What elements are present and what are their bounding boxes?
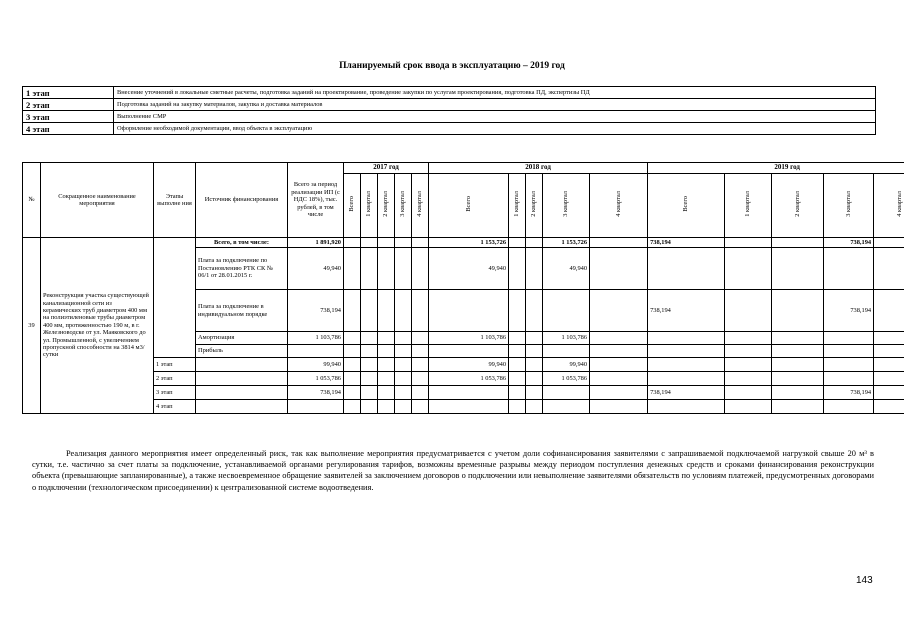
table-row <box>23 358 904 372</box>
value-cell <box>412 248 429 290</box>
value-cell <box>412 358 429 372</box>
value-cell <box>344 248 361 290</box>
stage-row <box>23 99 876 111</box>
subheader-label: Всего <box>348 196 356 213</box>
stage-description: Выполнение СМР <box>114 111 876 123</box>
stage-label: 1 этап <box>23 87 114 99</box>
financing-table <box>22 162 904 414</box>
value-cell: 738,194 <box>288 290 344 332</box>
value-cell <box>824 358 874 372</box>
value-cell <box>590 248 648 290</box>
value-cell <box>361 238 378 248</box>
value-cell <box>361 332 378 345</box>
value-cell <box>772 248 824 290</box>
value-cell <box>361 386 378 400</box>
value-cell <box>772 345 824 358</box>
value-cell <box>412 372 429 386</box>
value-cell <box>824 332 874 345</box>
value-cell <box>395 400 412 414</box>
stage-label: 3 этап <box>23 111 114 123</box>
subheader-label: 2 квартал <box>382 191 390 218</box>
subheader-cell <box>509 174 526 238</box>
value-cell <box>395 332 412 345</box>
stage-label: 1 этап <box>154 358 196 372</box>
value-cell: 738,194 <box>288 386 344 400</box>
value-cell <box>543 345 590 358</box>
subheader-label: 2 квартал <box>530 191 538 218</box>
value-cell <box>395 248 412 290</box>
value-cell <box>874 400 904 414</box>
col-stages: Этапы выполне ния <box>154 163 196 238</box>
col-source: Источник финансирования <box>196 163 288 238</box>
value-cell <box>412 332 429 345</box>
value-cell <box>543 290 590 332</box>
value-cell <box>361 400 378 414</box>
value-cell <box>824 248 874 290</box>
value-cell <box>874 372 904 386</box>
stage-cell <box>154 238 196 358</box>
value-cell <box>429 386 509 400</box>
value-cell <box>874 248 904 290</box>
subheader-cell <box>412 174 429 238</box>
value-cell: 1 103,786 <box>288 332 344 345</box>
value-cell <box>526 400 543 414</box>
stage-label: 4 этап <box>23 123 114 135</box>
value-cell <box>772 238 824 248</box>
value-cell <box>874 290 904 332</box>
value-cell <box>874 345 904 358</box>
subheader-label: 4 квартал <box>416 191 424 218</box>
value-cell <box>509 248 526 290</box>
value-cell: 99,940 <box>429 358 509 372</box>
value-cell: 738,194 <box>824 290 874 332</box>
subheader-cell <box>429 174 509 238</box>
value-cell <box>526 238 543 248</box>
source-label: Прибыль <box>196 345 288 358</box>
value-cell <box>344 290 361 332</box>
value-cell <box>526 358 543 372</box>
table-row <box>23 238 904 248</box>
value-cell <box>509 400 526 414</box>
table-row <box>23 372 904 386</box>
value-cell <box>772 290 824 332</box>
value-cell <box>429 290 509 332</box>
value-cell <box>361 290 378 332</box>
source-label <box>196 358 288 372</box>
value-cell <box>288 400 344 414</box>
value-cell <box>725 290 772 332</box>
value-cell <box>648 400 725 414</box>
value-cell <box>772 332 824 345</box>
value-cell <box>509 358 526 372</box>
subheader-label: Всего <box>682 196 690 213</box>
value-cell <box>874 332 904 345</box>
stage-row <box>23 87 876 99</box>
value-cell <box>590 358 648 372</box>
value-cell <box>874 386 904 400</box>
value-cell <box>725 358 772 372</box>
value-cell <box>526 345 543 358</box>
value-cell <box>648 345 725 358</box>
value-cell <box>429 345 509 358</box>
value-cell <box>874 238 904 248</box>
stage-row <box>23 111 876 123</box>
value-cell <box>378 345 395 358</box>
value-cell <box>378 238 395 248</box>
value-cell <box>509 386 526 400</box>
value-cell <box>824 345 874 358</box>
value-cell: 49,940 <box>288 248 344 290</box>
value-cell <box>543 400 590 414</box>
subheader-cell <box>725 174 772 238</box>
subheader-cell <box>395 174 412 238</box>
table-row <box>23 386 904 400</box>
value-cell <box>361 248 378 290</box>
table-row <box>23 400 904 414</box>
stages-table <box>22 86 876 135</box>
value-cell: 738,194 <box>648 290 725 332</box>
subheader-cell <box>648 174 725 238</box>
value-cell <box>378 400 395 414</box>
subheader-cell <box>526 174 543 238</box>
value-cell <box>378 372 395 386</box>
value-cell: 738,194 <box>648 238 725 248</box>
value-cell <box>590 345 648 358</box>
value-cell <box>344 400 361 414</box>
value-cell <box>395 290 412 332</box>
value-cell <box>874 358 904 372</box>
source-label <box>196 400 288 414</box>
source-label: Плата за подключение в индивидуальном порядке <box>196 290 288 332</box>
source-label: Плата за подключение по Постановлению РТК СК № 06/1 от 28.01.2015 г. <box>196 248 288 290</box>
stage-row <box>23 123 876 135</box>
value-cell <box>526 248 543 290</box>
value-cell <box>509 290 526 332</box>
value-cell: 1 053,786 <box>288 372 344 386</box>
subheader-label: 2 квартал <box>793 191 801 218</box>
value-cell <box>526 372 543 386</box>
value-cell <box>590 290 648 332</box>
value-cell <box>429 400 509 414</box>
value-cell <box>772 386 824 400</box>
value-cell <box>648 248 725 290</box>
value-cell <box>395 386 412 400</box>
value-cell <box>344 358 361 372</box>
subheader-label: Всего <box>464 196 472 213</box>
value-cell <box>344 372 361 386</box>
value-cell <box>361 358 378 372</box>
year-2018: 2018 год <box>429 163 648 174</box>
project-name: Реконструкция участка существующей канализационной сети из керамических труб диаметром 400 мм на полиэтиленовые трубы диаметром 400 мм, протяженностью 190 м, в г. Железноводске от ул. Маяковского до ул. Промышленной, с увеличением пропускной способности на 3814 м3/сутки <box>41 238 154 414</box>
row-number: 39 <box>23 238 41 414</box>
value-cell <box>344 345 361 358</box>
subheader-cell <box>543 174 590 238</box>
subheader-label: 4 квартал <box>896 191 904 218</box>
source-label: Амортизация <box>196 332 288 345</box>
stage-label: 2 этап <box>154 372 196 386</box>
subheader-label: 4 квартал <box>614 191 622 218</box>
subheader-label: 3 квартал <box>562 191 570 218</box>
col-name: Сокращенное наименование мероприятия <box>41 163 154 238</box>
value-cell <box>590 372 648 386</box>
value-cell <box>772 372 824 386</box>
value-cell <box>526 332 543 345</box>
value-cell <box>772 400 824 414</box>
subheader-cell <box>824 174 874 238</box>
value-cell <box>344 332 361 345</box>
value-cell: 738,194 <box>824 386 874 400</box>
page-title: Планируемый срок ввода в эксплуатацию – 2019 год <box>339 61 565 71</box>
value-cell: 99,940 <box>543 358 590 372</box>
source-label <box>196 372 288 386</box>
stage-label: 3 этап <box>154 386 196 400</box>
value-cell: 738,194 <box>824 238 874 248</box>
value-cell <box>543 386 590 400</box>
value-cell <box>378 358 395 372</box>
value-cell <box>378 386 395 400</box>
value-cell <box>725 248 772 290</box>
value-cell: 738,194 <box>648 386 725 400</box>
subheader-cell <box>590 174 648 238</box>
subheader-cell <box>378 174 395 238</box>
value-cell: 1 153,726 <box>429 238 509 248</box>
stage-label: 2 этап <box>23 99 114 111</box>
value-cell <box>590 386 648 400</box>
value-cell <box>590 400 648 414</box>
value-cell <box>824 372 874 386</box>
value-cell <box>648 358 725 372</box>
value-cell <box>395 345 412 358</box>
value-cell <box>378 332 395 345</box>
value-cell <box>725 386 772 400</box>
year-2019: 2019 год <box>648 163 904 174</box>
value-cell <box>509 238 526 248</box>
subheader-cell <box>874 174 904 238</box>
subheader-cell <box>361 174 378 238</box>
value-cell: 1 103,786 <box>543 332 590 345</box>
subheader-label: 3 квартал <box>399 191 407 218</box>
value-cell <box>412 238 429 248</box>
value-cell <box>288 345 344 358</box>
value-cell <box>361 372 378 386</box>
source-label <box>196 386 288 400</box>
value-cell <box>526 386 543 400</box>
subheader-label: 1 квартал <box>513 191 521 218</box>
page-number: 143 <box>856 575 873 586</box>
value-cell: 49,940 <box>429 248 509 290</box>
value-cell <box>509 372 526 386</box>
stage-description: Подготовка заданий на закупку материалов, закупка и доставка материалов <box>114 99 876 111</box>
value-cell <box>725 332 772 345</box>
value-cell: 49,940 <box>543 248 590 290</box>
value-cell <box>590 332 648 345</box>
value-cell: 1 053,786 <box>429 372 509 386</box>
value-cell: 1 103,786 <box>429 332 509 345</box>
value-cell: 1 891,920 <box>288 238 344 248</box>
col-total: Всего за период реализации ИП (с НДС 18%), тыс. рублей, в том числе <box>288 163 344 238</box>
value-cell: 1 153,726 <box>543 238 590 248</box>
value-cell <box>648 332 725 345</box>
value-cell <box>412 400 429 414</box>
value-cell <box>344 386 361 400</box>
value-cell <box>412 290 429 332</box>
source-label: Всего, в том числе: <box>196 238 288 248</box>
stage-description: Внесение уточнений в локальные сметные расчеты, подготовка заданий на проектирование, проведение закупки по услугам проектирования, подготовка ПД, экспертизы ПД <box>114 87 876 99</box>
value-cell <box>395 238 412 248</box>
value-cell <box>395 358 412 372</box>
subheader-cell <box>344 174 361 238</box>
risk-paragraph: Реализация данного мероприятия имеет определенный риск, так как выполнение мероприятия предусматривается с учетом доли софинансирования заявителями с запрашиваемой подключаемой нагрузкой свыше 20 м³ в сутки, т.е. частично за счет платы за подключение, устанавливаемой органами регулирования тарифов, возможны временные разрывы между периодом поступления денежных средств и сроками финансирования реконструкции объекта (превышающие запланированные), а также несвоевременное обращение заявителей за заключением договоров о подключении или невыполнение заявителями обязательств по условиям платежей, предусмотренных договорами о подключении (технологическом присоединении) к централизованной системе водоотведения. <box>32 449 874 492</box>
value-cell <box>725 372 772 386</box>
value-cell <box>509 332 526 345</box>
value-cell <box>526 290 543 332</box>
value-cell <box>378 290 395 332</box>
value-cell <box>344 238 361 248</box>
value-cell <box>395 372 412 386</box>
value-cell <box>725 238 772 248</box>
value-cell <box>824 400 874 414</box>
col-num: № <box>23 163 41 238</box>
value-cell <box>648 372 725 386</box>
value-cell: 1 053,786 <box>543 372 590 386</box>
value-cell <box>772 358 824 372</box>
subheader-label: 1 квартал <box>744 191 752 218</box>
subheader-label: 1 квартал <box>365 191 373 218</box>
value-cell <box>509 345 526 358</box>
value-cell <box>725 400 772 414</box>
year-2017: 2017 год <box>344 163 429 174</box>
value-cell <box>590 238 648 248</box>
value-cell <box>378 248 395 290</box>
value-cell: 99,940 <box>288 358 344 372</box>
value-cell <box>725 345 772 358</box>
value-cell <box>361 345 378 358</box>
subheader-cell <box>772 174 824 238</box>
stage-description: Оформление необходимой документации, ввод объекта в эксплуатацию <box>114 123 876 135</box>
stage-label: 4 этап <box>154 400 196 414</box>
value-cell <box>412 345 429 358</box>
value-cell <box>412 386 429 400</box>
subheader-label: 3 квартал <box>844 191 852 218</box>
